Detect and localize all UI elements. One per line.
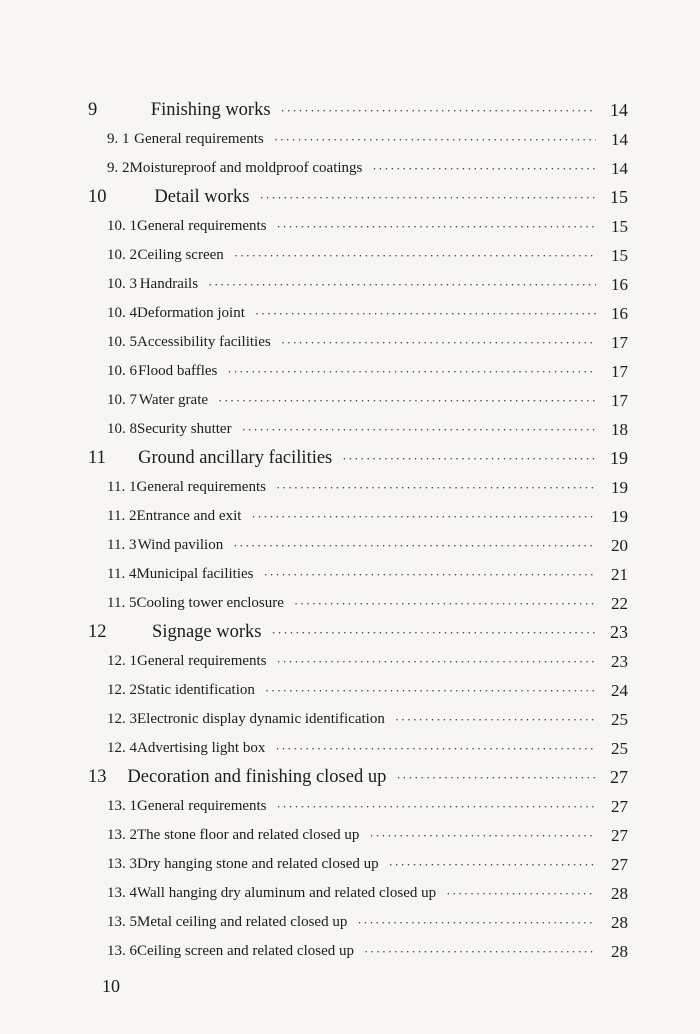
entry-title: General requirements <box>134 131 264 147</box>
entry-title: Cooling tower enclosure <box>136 595 284 611</box>
entry-number: 10. 2 <box>107 247 137 263</box>
entry-page-number: 15 <box>611 245 628 265</box>
entry-title: The stone floor and related closed up <box>137 827 360 843</box>
entry-number: 10. 1 <box>107 218 137 234</box>
toc-section-entry <box>0 879 700 908</box>
dot-leader <box>281 334 596 352</box>
entry-page-number: 19 <box>610 448 628 468</box>
dot-leader <box>227 363 596 381</box>
entry-title: Moistureproof and moldproof coatings <box>129 160 363 176</box>
entry-page-number: 15 <box>611 216 628 236</box>
entry-page-number: 17 <box>611 332 628 352</box>
entry-page-number: 14 <box>610 100 628 120</box>
toc-section-entry <box>0 299 700 328</box>
toc-section-entry <box>0 154 700 183</box>
toc-section-entry <box>0 386 700 415</box>
entry-page-number: 14 <box>611 129 628 149</box>
toc-section-entry <box>0 415 700 444</box>
toc-section-entry <box>0 705 700 734</box>
dot-leader <box>277 218 596 236</box>
page-number: 10 <box>102 976 120 996</box>
toc-section-entry <box>0 328 700 357</box>
dot-leader <box>389 856 596 874</box>
entry-page-number: 24 <box>611 680 628 700</box>
toc-section-entry <box>0 531 700 560</box>
entry-page-number: 14 <box>611 158 628 178</box>
entry-title: Signage works <box>152 622 262 642</box>
entry-title: General requirements <box>137 218 267 234</box>
toc-section-entry <box>0 647 700 676</box>
entry-number: 13. 4 <box>107 885 137 901</box>
entry-title: General requirements <box>137 798 267 814</box>
entry-title: Decoration and finishing closed up <box>127 767 387 787</box>
toc-section-entry <box>0 241 700 270</box>
dot-leader <box>271 624 596 642</box>
toc-section-entry <box>0 937 700 966</box>
entry-page-number: 16 <box>611 303 628 323</box>
entry-number: 9. 2 <box>107 160 130 176</box>
entry-number: 10. 4 <box>107 305 137 321</box>
entry-page-number: 27 <box>611 854 628 874</box>
entry-page-number: 25 <box>611 738 628 758</box>
dot-leader <box>255 305 596 323</box>
toc-section-entry <box>0 473 700 502</box>
entry-title: Deformation joint <box>137 305 245 321</box>
dot-leader <box>277 653 596 671</box>
toc-section-entry <box>0 357 700 386</box>
entry-title: Finishing works <box>150 100 271 120</box>
entry-page-number: 27 <box>611 825 628 845</box>
entry-title: Advertising light box <box>137 740 266 756</box>
entry-number: 10. 6 <box>107 363 137 379</box>
dot-leader <box>242 421 596 439</box>
entry-title: General requirements <box>136 479 266 495</box>
toc-chapter-entry <box>0 618 700 647</box>
entry-number: 13. 1 <box>107 798 137 814</box>
entry-page-number: 27 <box>610 767 628 787</box>
dot-leader <box>265 682 596 700</box>
dot-leader <box>275 740 596 758</box>
entry-number: 11. 1 <box>107 479 137 495</box>
entry-number: 13. 3 <box>107 856 137 872</box>
entry-page-number: 16 <box>611 274 628 294</box>
entry-title: Water grate <box>138 392 209 408</box>
entry-page-number: 19 <box>611 477 628 497</box>
dot-leader <box>277 798 596 816</box>
entry-number: 10 <box>88 187 107 207</box>
toc-section-entry <box>0 792 700 821</box>
entry-page-number: 19 <box>611 506 628 526</box>
entry-title: Static identification <box>137 682 255 698</box>
dot-leader <box>264 566 596 584</box>
entry-page-number: 22 <box>611 593 628 613</box>
table-of-contents <box>0 96 700 966</box>
entry-title: Wind pavilion <box>137 537 224 553</box>
entry-number: 12. 1 <box>107 653 137 669</box>
entry-number: 11. 5 <box>107 595 137 611</box>
dot-leader <box>281 102 596 120</box>
dot-leader <box>234 247 596 265</box>
entry-title: Security shutter <box>137 421 232 437</box>
entry-number: 12. 2 <box>107 682 137 698</box>
entry-page-number: 23 <box>611 651 628 671</box>
toc-section-entry <box>0 734 700 763</box>
entry-page-number: 27 <box>611 796 628 816</box>
entry-title: Entrance and exit <box>136 508 242 524</box>
toc-section-entry <box>0 908 700 937</box>
entry-page-number: 28 <box>611 883 628 903</box>
entry-number: 10. 8 <box>107 421 137 437</box>
toc-chapter-entry <box>0 763 700 792</box>
toc-chapter-entry <box>0 183 700 212</box>
toc-section-entry <box>0 502 700 531</box>
entry-title: Metal ceiling and related closed up <box>137 914 348 930</box>
dot-leader <box>218 392 596 410</box>
dot-leader <box>372 160 596 178</box>
toc-section-entry <box>0 125 700 154</box>
entry-page-number: 25 <box>611 709 628 729</box>
toc-chapter-entry <box>0 444 700 473</box>
entry-number: 11 <box>88 448 106 468</box>
entry-number: 9 <box>88 100 98 120</box>
entry-title: Electronic display dynamic identification <box>137 711 385 727</box>
entry-number: 12 <box>88 622 107 642</box>
entry-title: Municipal facilities <box>136 566 254 582</box>
entry-number: 11. 3 <box>107 537 137 553</box>
entry-title: Ceiling screen <box>137 247 224 263</box>
entry-number: 10. 5 <box>107 334 137 350</box>
toc-section-entry <box>0 676 700 705</box>
dot-leader <box>274 131 596 149</box>
dot-leader <box>342 450 596 468</box>
entry-number: 13. 6 <box>107 943 137 959</box>
toc-section-entry <box>0 560 700 589</box>
dot-leader <box>251 508 596 526</box>
entry-number: 11. 4 <box>107 566 137 582</box>
entry-number: 10. 3 <box>107 276 137 292</box>
toc-section-entry <box>0 589 700 618</box>
dot-leader <box>364 943 596 961</box>
entry-number: 12. 3 <box>107 711 137 727</box>
entry-page-number: 17 <box>611 361 628 381</box>
entry-page-number: 23 <box>610 622 628 642</box>
entry-title: Ground ancillary facilities <box>138 448 333 468</box>
dot-leader <box>369 827 596 845</box>
entry-number: 13. 2 <box>107 827 137 843</box>
dot-leader <box>259 189 596 207</box>
entry-page-number: 28 <box>611 941 628 961</box>
entry-number: 9. 1 <box>107 131 130 147</box>
toc-chapter-entry <box>0 96 700 125</box>
entry-number: 13. 5 <box>107 914 137 930</box>
entry-number: 12. 4 <box>107 740 137 756</box>
toc-section-entry <box>0 212 700 241</box>
entry-title: Accessibility facilities <box>137 334 271 350</box>
entry-page-number: 18 <box>611 419 628 439</box>
dot-leader <box>233 537 596 555</box>
entry-page-number: 15 <box>610 187 628 207</box>
entry-title: Dry hanging stone and related closed up <box>137 856 379 872</box>
dot-leader <box>395 711 596 729</box>
entry-title: Flood baffles <box>138 363 218 379</box>
dot-leader <box>357 914 596 932</box>
dot-leader <box>276 479 596 497</box>
entry-number: 13 <box>88 767 107 787</box>
dot-leader <box>294 595 596 613</box>
entry-title: Wall hanging dry aluminum and related closed up <box>137 885 437 901</box>
entry-number: 10. 7 <box>107 392 137 408</box>
entry-page-number: 28 <box>611 912 628 932</box>
toc-section-entry <box>0 270 700 299</box>
entry-page-number: 21 <box>611 564 628 584</box>
toc-section-entry <box>0 850 700 879</box>
entry-number: 11. 2 <box>107 508 137 524</box>
dot-leader <box>208 276 596 294</box>
toc-section-entry <box>0 821 700 850</box>
entry-title: Handrails <box>139 276 199 292</box>
dot-leader <box>446 885 596 903</box>
entry-title: Detail works <box>154 187 250 207</box>
dot-leader <box>396 769 596 787</box>
entry-page-number: 17 <box>611 390 628 410</box>
entry-page-number: 20 <box>611 535 628 555</box>
entry-title: General requirements <box>137 653 267 669</box>
entry-title: Ceiling screen and related closed up <box>137 943 355 959</box>
